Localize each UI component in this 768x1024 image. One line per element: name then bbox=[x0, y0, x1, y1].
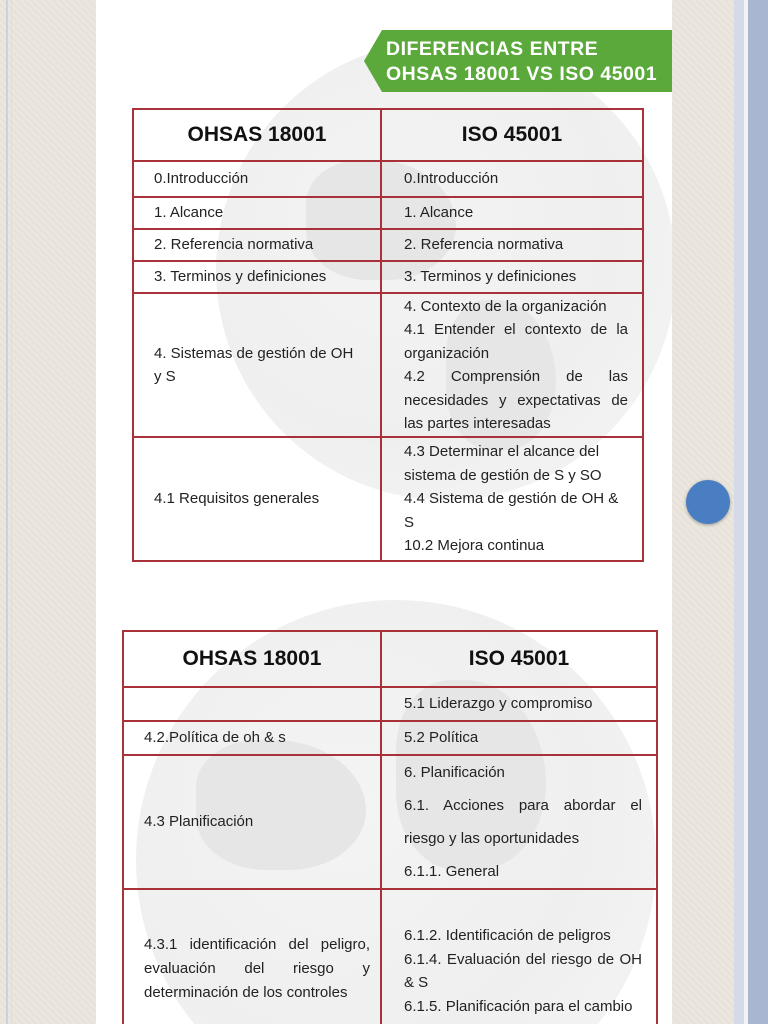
table-header-row bbox=[123, 631, 657, 687]
table-row bbox=[123, 721, 657, 755]
ohsas-cell: 4.2.Política de oh & s bbox=[123, 721, 381, 755]
banner-title-line2: OHSAS 18001 VS ISO 45001 bbox=[386, 63, 658, 85]
iso-item: 6.1.4. Evaluación del riesgo de OH & S bbox=[404, 950, 642, 991]
ohsas-cell bbox=[123, 687, 381, 721]
iso-item: 6.1.2. Identificación de peligros bbox=[404, 927, 611, 944]
iso-item: 6.1. Acciones para abordar el riesgo y las oportunidades bbox=[404, 797, 642, 847]
ohsas-cell: 4.1 Requisitos generales bbox=[133, 437, 381, 561]
table-row bbox=[133, 293, 643, 437]
table-header-row bbox=[133, 109, 643, 161]
iso-item: 4.2 Comprensión de las necesidades y expectativas de las partes interesadas bbox=[404, 368, 628, 432]
iso-cell bbox=[381, 293, 643, 437]
table-row bbox=[123, 755, 657, 889]
iso-item: 4.4 Sistema de gestión de OH & S bbox=[404, 490, 619, 531]
iso-cell bbox=[381, 755, 657, 889]
ohsas-cell: 4.3 Planificación bbox=[123, 755, 381, 889]
ohsas-cell: 3. Terminos y definiciones bbox=[133, 261, 381, 293]
iso-item: 6. Planificación bbox=[404, 764, 505, 781]
ohsas-cell: 1. Alcance bbox=[133, 197, 381, 229]
ohsas-cell: 0.Introducción bbox=[133, 161, 381, 197]
next-slide-button[interactable] bbox=[686, 480, 730, 524]
header-iso: ISO 45001 bbox=[381, 109, 643, 161]
table-row bbox=[133, 229, 643, 261]
ohsas-cell: 4.3.1 identificación del peligro, evaluación del riesgo y determinación de los controles bbox=[123, 889, 381, 1024]
iso-item: 4.3 Determinar el alcance del sistema de gestión de S y SO bbox=[404, 443, 602, 484]
iso-cell: 5.1 Liderazgo y compromiso bbox=[381, 687, 657, 721]
right-stripe-blue bbox=[748, 0, 768, 1024]
comparison-table-1 bbox=[132, 108, 644, 562]
iso-cell: 2. Referencia normativa bbox=[381, 229, 643, 261]
right-stripe bbox=[734, 0, 744, 1024]
slide bbox=[96, 0, 672, 1024]
table-row bbox=[133, 261, 643, 293]
left-rule bbox=[6, 0, 8, 1024]
ohsas-cell: 4. Sistemas de gestión de OH y S bbox=[133, 293, 381, 437]
iso-cell: 3. Terminos y definiciones bbox=[381, 261, 643, 293]
header-ohsas: OHSAS 18001 bbox=[133, 109, 381, 161]
table-row bbox=[133, 437, 643, 561]
left-border bbox=[0, 0, 96, 1024]
iso-item: 10.2 Mejora continua bbox=[404, 537, 545, 555]
iso-cell: 1. Alcance bbox=[381, 197, 643, 229]
iso-cell: 0.Introducción bbox=[381, 161, 643, 197]
table-row bbox=[133, 197, 643, 229]
banner-title-line1: DIFERENCIAS ENTRE bbox=[386, 38, 599, 60]
ohsas-cell: 2. Referencia normativa bbox=[133, 229, 381, 261]
iso-cell: 5.2 Política bbox=[381, 721, 657, 755]
iso-item: 6.1.1. General bbox=[404, 863, 500, 880]
iso-cell bbox=[381, 437, 643, 561]
iso-item: 6.1.5. Planificación para el cambio bbox=[404, 997, 633, 1015]
table-row bbox=[123, 889, 657, 1024]
iso-item: 4. Contexto de la organización bbox=[404, 297, 607, 315]
iso-cell bbox=[381, 889, 657, 1024]
table-row bbox=[123, 687, 657, 721]
comparison-table-2 bbox=[122, 630, 658, 1024]
table-row bbox=[133, 161, 643, 197]
iso-item: 4.1 Entender el contexto de la organización bbox=[404, 321, 628, 362]
left-rule-thin bbox=[11, 0, 12, 1024]
header-ohsas: OHSAS 18001 bbox=[123, 631, 381, 687]
header-iso: ISO 45001 bbox=[381, 631, 657, 687]
